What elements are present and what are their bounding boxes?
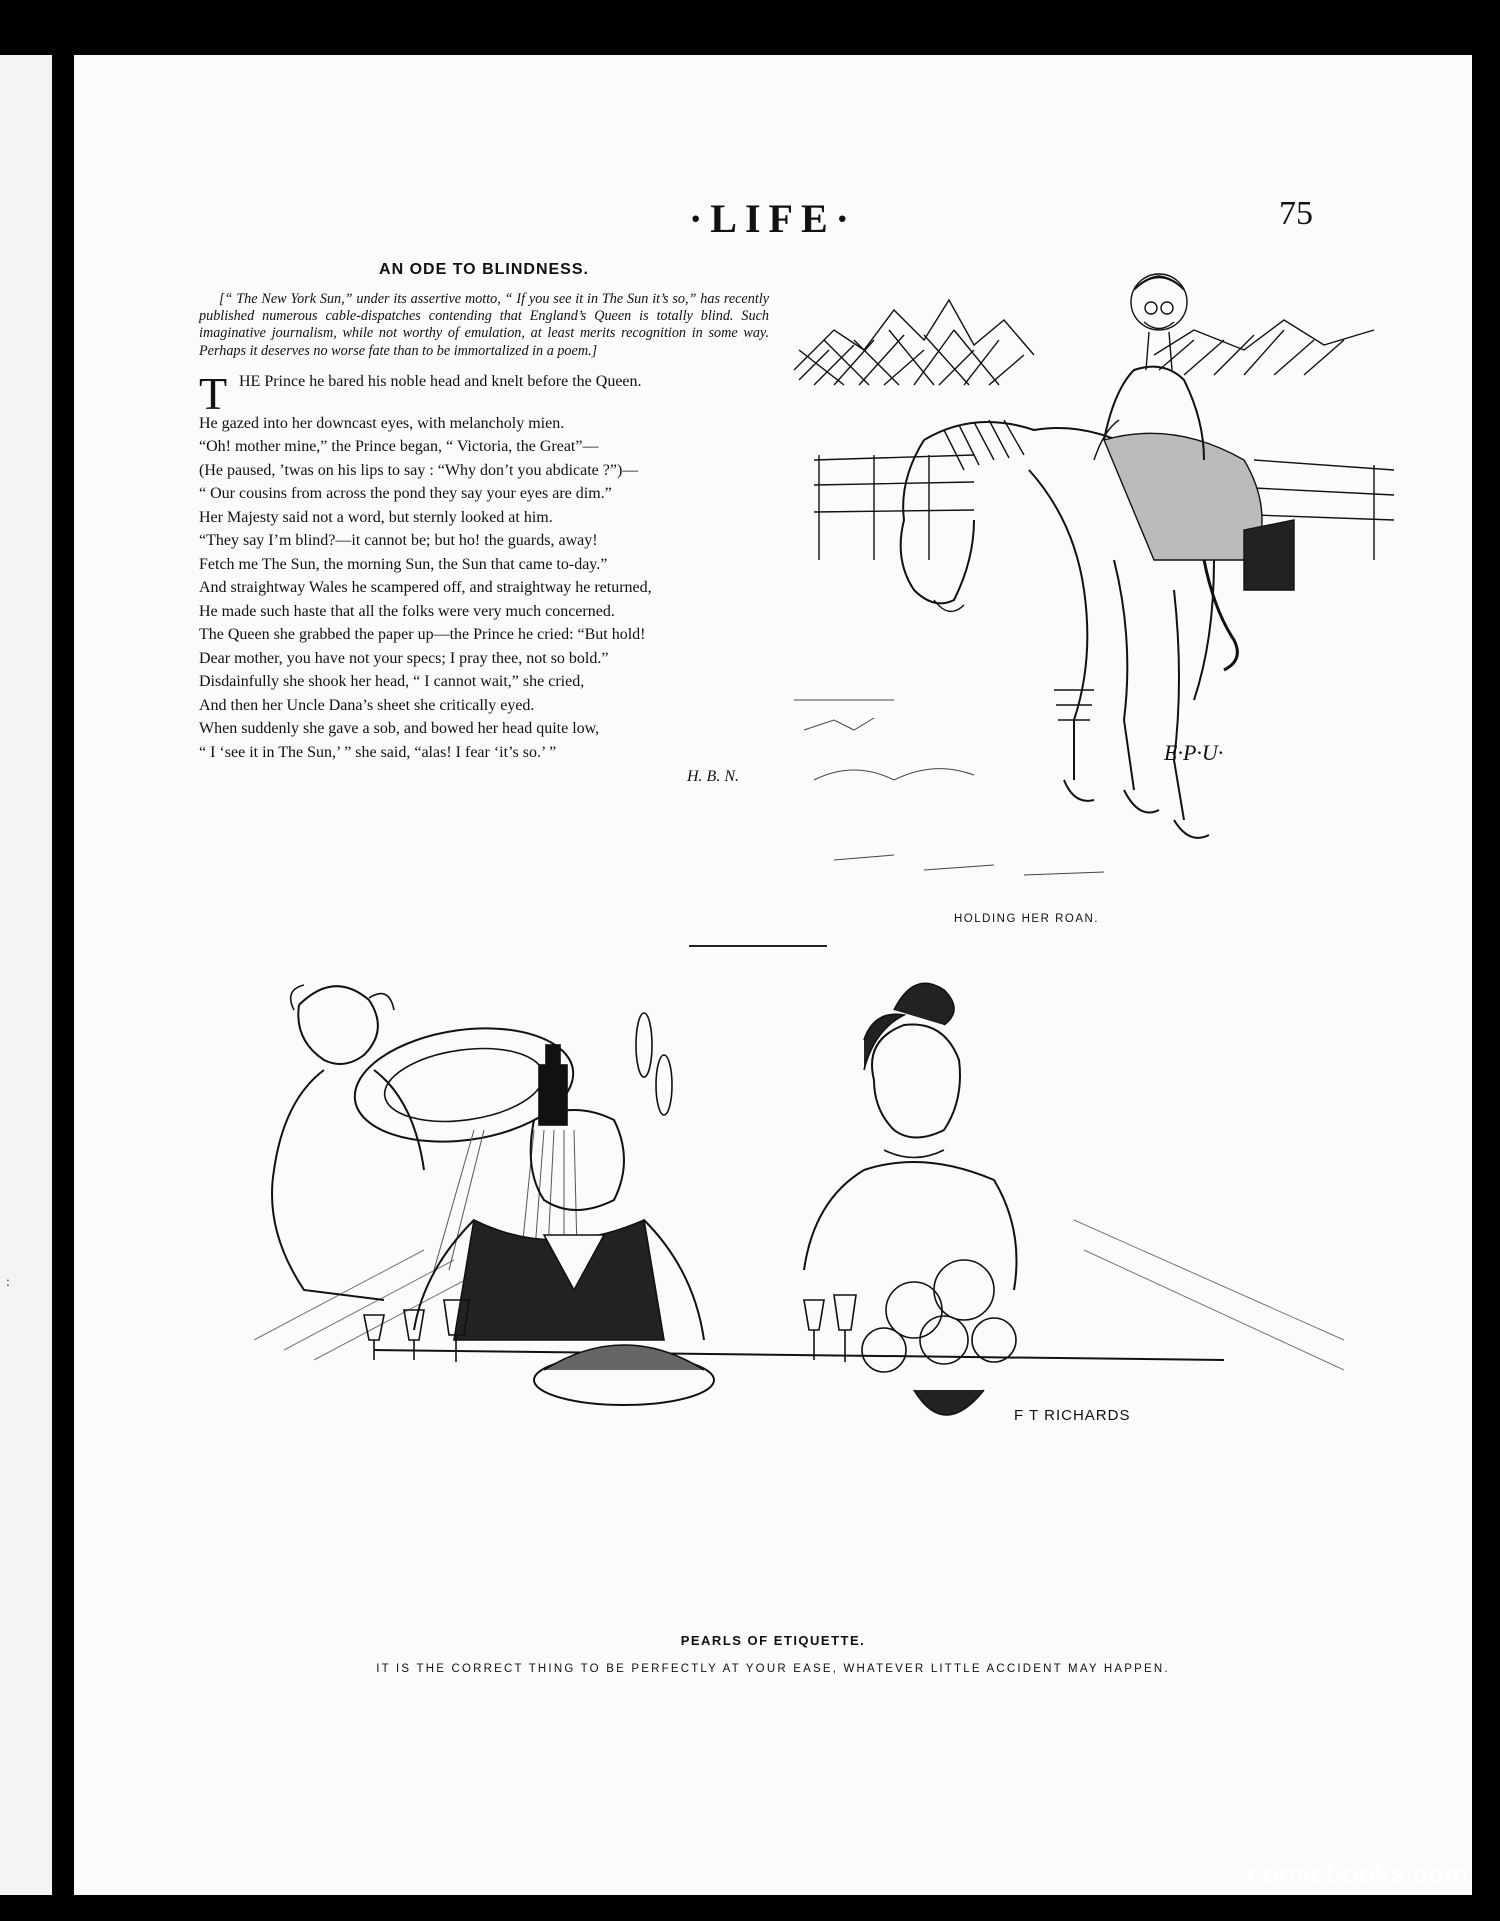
horse-rider-drawing [774,260,1414,910]
magazine-page [74,55,1472,1895]
horse-rider-illustration [774,260,1414,910]
drop-cap: T [199,367,228,419]
poem-line: The Queen she grabbed the paper up—the Prince he cried: “But hold! [199,626,646,644]
poem-line: Disdainfully she shook her head, “ I cannot wait,” she cried, [199,673,585,691]
artist-mark: E·P·U· [1164,740,1224,765]
editor-note: [“ The New York Sun,” under its assertive motto, “ If you see it in The Sun it’s so,” has recently published numerous cable-dispatches contending that England’s Queen is totally blind. Such imaginative journalism, while not worthy of emulation, at least merits recognition in some way. Perhaps it deserves no worse fate than to be immortalized in a poem.] [199,291,769,359]
illustration-caption: HOLDING HER ROAN. [954,913,1099,925]
poem-line: Fetch me The Sun, the morning Sun, the Sun that came to-day.” [199,555,608,573]
illustration-title: PEARLS OF ETIQUETTE. [680,1633,866,1648]
poem-line: And then her Uncle Dana’s sheet she critically eyed. [199,696,535,714]
poem-line: “ I ‘see it in The Sun,’ ” she said, “alas! I fear ‘it’s so.’ ” [199,743,557,761]
facing-page-edge [0,55,52,1895]
watermark-text: comicbooks.com [1247,1858,1468,1888]
section-divider [689,945,827,947]
illustration-subtitle: IT IS THE CORRECT THING TO BE PERFECTLY AT YOUR EASE, WHATEVER LITTLE ACCIDENT MAY HAPPEN. [376,1663,1170,1675]
dinner-table-illustration [224,970,1374,1470]
masthead: ·LIFE· [688,196,858,241]
artist-mark: F T RICHARDS [1014,1407,1131,1424]
poem-line: (He paused, ’twas on his lips to say : “Why don’t you abdicate ?”)— [199,461,639,479]
page-number: 75 [1279,195,1313,232]
poem-line: And straightway Wales he scampered off, and straightway he returned, [199,579,652,597]
poem-line: “ Our cousins from across the pond they say your eyes are dim.” [199,485,612,503]
poem-title: AN ODE TO BLINDNESS. [379,261,589,278]
poem-line: When suddenly she gave a sob, and bowed her head quite low, [199,720,600,738]
poem-line: “They say I’m blind?—it cannot be; but ho! the guards, away! [199,532,598,550]
poem-column [199,255,769,786]
poem-signature: H. B. N. [687,768,739,786]
edge-mark: : [6,1275,10,1290]
poem-line: “Oh! mother mine,” the Prince began, “ Victoria, the Great”— [199,438,599,456]
poem-line: Her Majesty said not a word, but sternly looked at him. [199,508,553,526]
poem-line: He gazed into her downcast eyes, with melancholy mien. [199,414,565,432]
poem-line: He made such haste that all the folks were very much concerned. [199,602,615,620]
poem-body [199,367,769,765]
dinner-table-drawing [224,970,1374,1470]
poem-line: THE Prince he bared his noble head and knelt before the Queen. [199,367,642,419]
poem-line: Dear mother, you have not your specs; I pray thee, not so bold.” [199,649,609,667]
